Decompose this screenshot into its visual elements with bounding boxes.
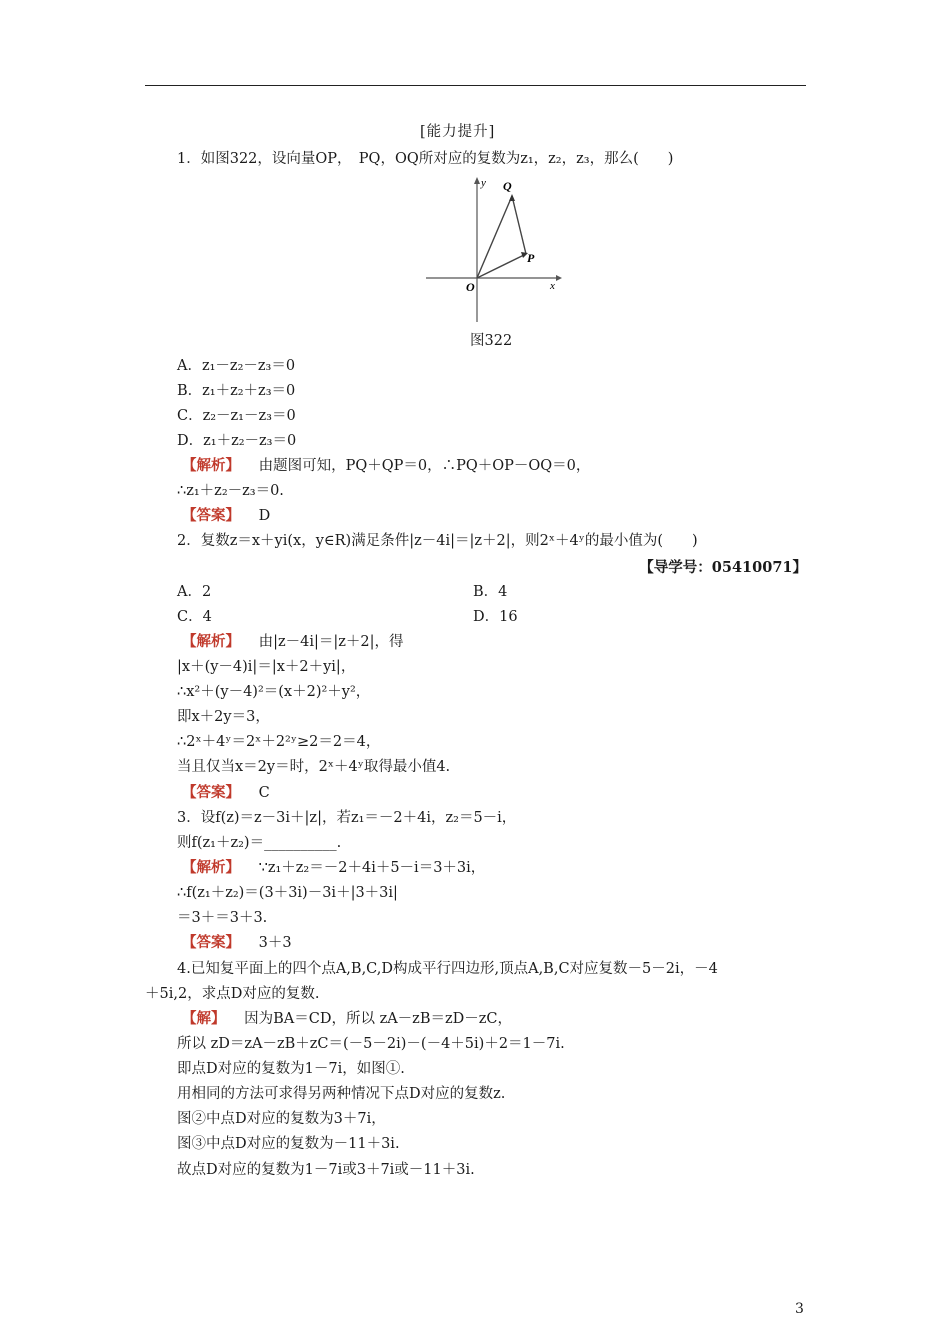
section-title: [能力提升] bbox=[420, 124, 496, 140]
analysis-tag: 【解析】 bbox=[182, 633, 240, 650]
answer-tag: 【答案】 bbox=[182, 784, 240, 801]
q4-solution bbox=[182, 1009, 512, 1029]
q1-answer-value: D bbox=[258, 508, 271, 524]
point-Q-label: Q bbox=[503, 179, 512, 193]
q1-analysis-line: ∴z₁＋z₂－z₃＝0. bbox=[177, 483, 284, 499]
q2-analysis-line: ∴2ˣ＋4ʸ＝2ˣ＋2²ʸ≥2＝2＝4， bbox=[177, 734, 381, 750]
x-axis-arrow bbox=[556, 275, 562, 281]
q3-answer-value: 3＋3 bbox=[258, 935, 292, 951]
q3-answer bbox=[182, 933, 292, 953]
q2-analysis-line: 当且仅当x＝2y＝时，2ˣ＋4ʸ取得最小值4. bbox=[177, 759, 451, 775]
analysis-tag: 【解析】 bbox=[182, 859, 240, 876]
q2-option-d: D．16 bbox=[473, 609, 518, 625]
point-P-label: P bbox=[527, 251, 535, 265]
y-axis-label: y bbox=[481, 177, 486, 189]
q1-answer bbox=[182, 506, 270, 526]
q4-solution-line: 图③中点D对应的复数为－11＋3i. bbox=[177, 1136, 400, 1152]
guide-number: 【导学号：05410071】 bbox=[639, 559, 807, 576]
y-axis-arrow bbox=[474, 177, 480, 184]
q2-analysis bbox=[182, 632, 404, 652]
q1-option-a: A．z₁－z₂－z₃＝0 bbox=[177, 358, 296, 374]
vector-PQ bbox=[512, 196, 526, 254]
q3-stem: 3．设f(z)＝z－3i＋|z|，若z₁＝－2＋4i，z₂＝5－i， bbox=[177, 810, 517, 826]
q3-analysis-line: ∴f(z₁＋z₂)＝(3＋3i)－3i＋|3＋3i| bbox=[177, 885, 398, 901]
q2-analysis-line: |x＋(y－4)i|＝|x＋2＋yi|， bbox=[177, 659, 356, 675]
vector-OP bbox=[477, 254, 526, 278]
point-O-label: O bbox=[466, 280, 475, 294]
q3-stem-2: 则f(z₁＋z₂)＝__________. bbox=[177, 835, 342, 851]
figure-caption: 图322 bbox=[470, 333, 513, 349]
q4-solution-line: 所以 zD＝zA－zB＋zC＝(－5－2i)－(－4＋5i)＋2＝1－7i. bbox=[177, 1036, 565, 1052]
solution-tag: 【解】 bbox=[182, 1010, 226, 1027]
q2-answer bbox=[182, 783, 270, 803]
q2-analysis-line: ∴x²＋(y－4)²＝(x＋2)²＋y²， bbox=[177, 684, 371, 700]
q3-analysis bbox=[182, 858, 485, 878]
q4-stem-2: ＋5i,2，求点D对应的复数. bbox=[145, 986, 320, 1002]
q2-analysis-line: 即x＋2y＝3， bbox=[177, 709, 270, 725]
q4-solution-line: 故点D对应的复数为1－7i或3＋7i或－11＋3i. bbox=[177, 1162, 475, 1178]
q1-stem: 1．如图322，设向量OP， PQ，OQ所对应的复数为z₁，z₂，z₃，那么( ) bbox=[177, 151, 674, 167]
header-rule bbox=[145, 85, 806, 86]
vector-figure bbox=[424, 174, 564, 324]
q4-solution-first: 因为BA＝CD，所以 zA－zB＝zD－zC， bbox=[244, 1011, 512, 1027]
answer-tag: 【答案】 bbox=[182, 934, 240, 951]
q4-solution-line: 用相同的方法可求得另两种情况下点D对应的复数z. bbox=[177, 1086, 506, 1102]
vector-OQ bbox=[477, 196, 512, 278]
q2-answer-value: C bbox=[258, 785, 270, 801]
page-number: 3 bbox=[795, 1301, 804, 1317]
q2-option-a: A．2 bbox=[177, 584, 212, 600]
q1-analysis-line: 由题图可知，PQ＋QP＝0，∴PQ＋OP－OQ＝0， bbox=[258, 458, 591, 474]
arrowhead-Q bbox=[509, 194, 515, 201]
q2-analysis-first: 由|z－4i|＝|z＋2|，得 bbox=[258, 634, 404, 650]
q3-analysis-first: ∵z₁＋z₂＝－2＋4i＋5－i＝3＋3i， bbox=[258, 860, 486, 876]
q1-option-b: B．z₁＋z₂＋z₃＝0 bbox=[177, 383, 296, 399]
q1-option-c: C．z₂－z₁－z₃＝0 bbox=[177, 408, 296, 424]
x-axis-label: x bbox=[550, 280, 555, 292]
q2-option-c: C．4 bbox=[177, 609, 212, 625]
q4-stem: 4.已知复平面上的四个点A,B,C,D构成平行四边形,顶点A,B,C对应复数－5－2i，－4 bbox=[177, 961, 718, 977]
q1-option-d: D．z₁＋z₂－z₃＝0 bbox=[177, 433, 297, 449]
q1-analysis bbox=[182, 456, 590, 476]
q2-option-b: B．4 bbox=[473, 584, 508, 600]
q4-solution-line: 图②中点D对应的复数为3＋7i， bbox=[177, 1111, 386, 1127]
answer-tag: 【答案】 bbox=[182, 507, 240, 524]
q2-stem: 2．复数z＝x＋yi(x，y∈R)满足条件|z－4i|＝|z＋2|，则2ˣ＋4ʸ的最小值为( ) bbox=[177, 533, 698, 549]
q4-solution-line: 即点D对应的复数为1－7i，如图①. bbox=[177, 1061, 405, 1077]
q3-analysis-line: ＝3＋＝3＋3. bbox=[177, 910, 268, 926]
analysis-tag: 【解析】 bbox=[182, 457, 240, 474]
